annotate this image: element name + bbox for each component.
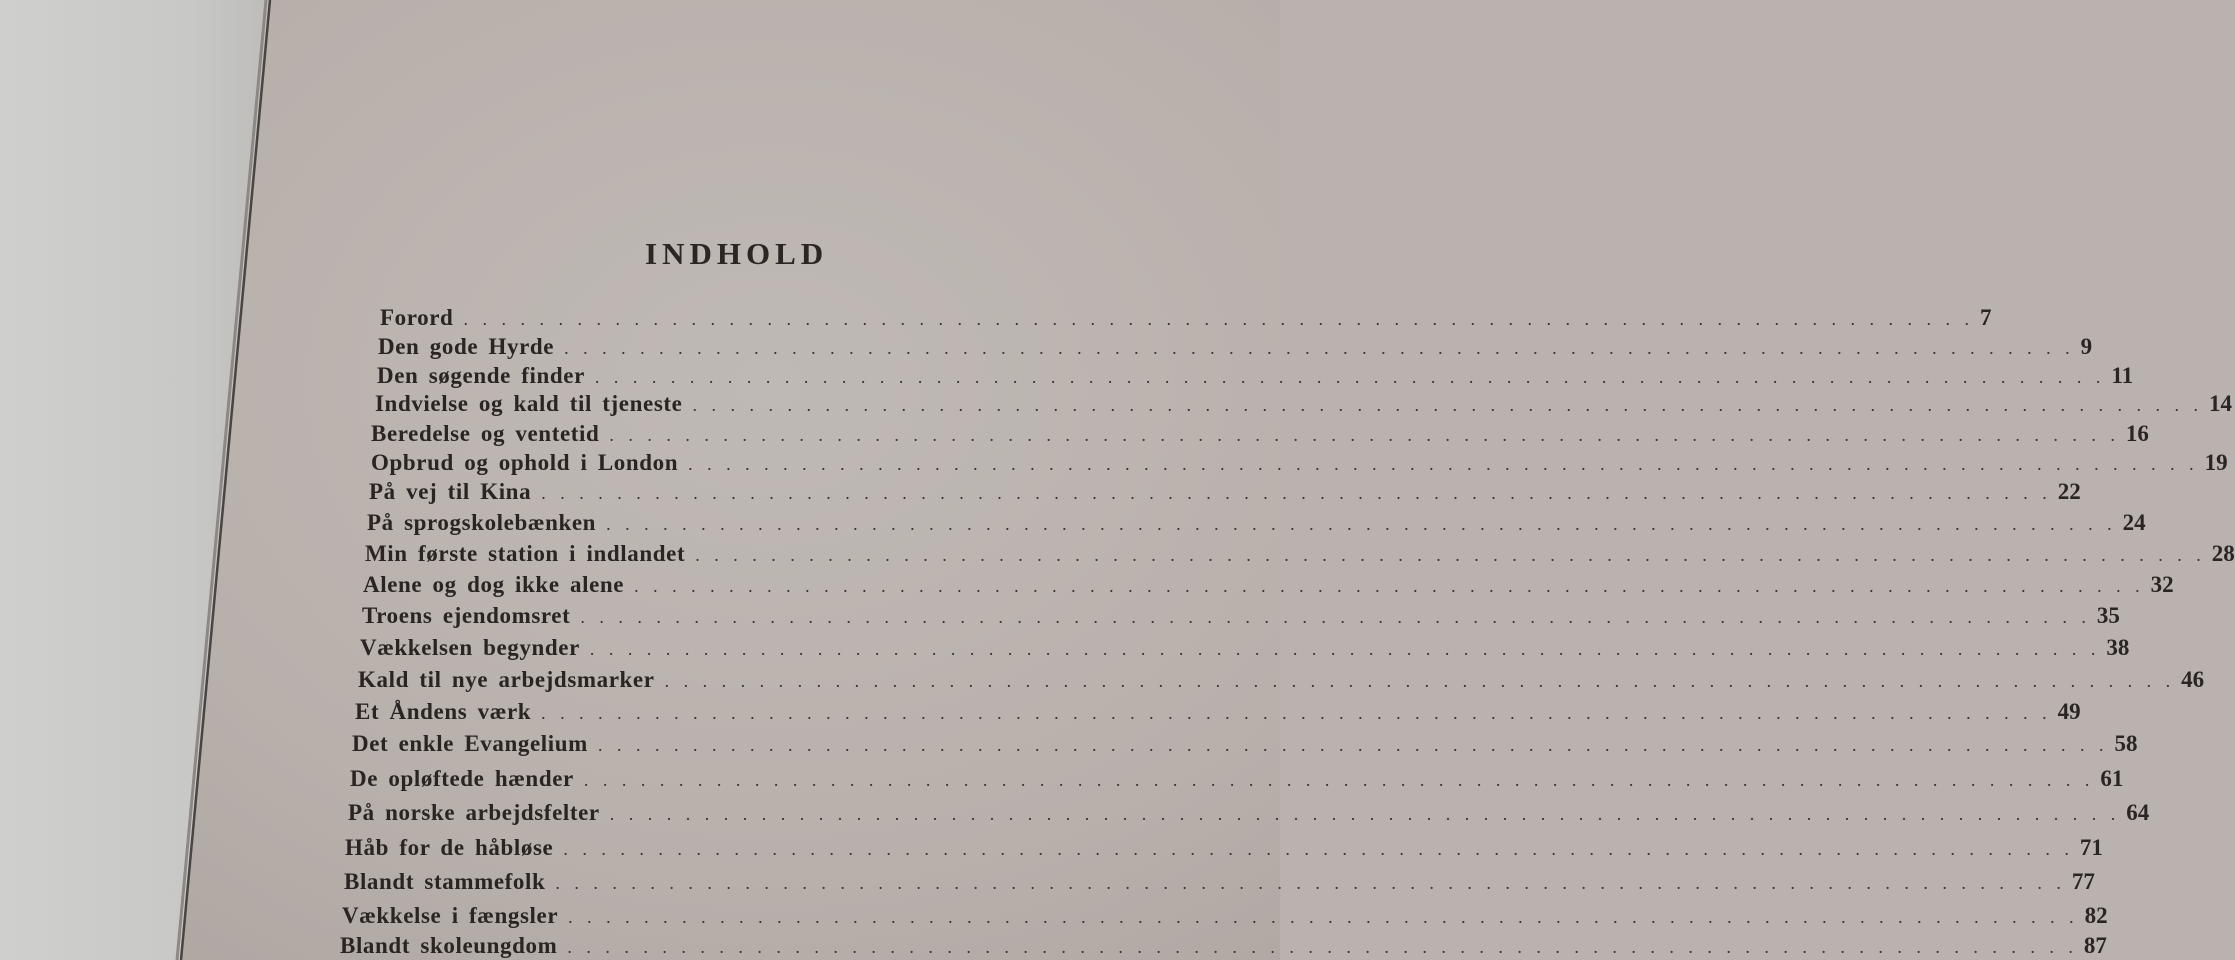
toc-entry bbox=[362, 603, 2120, 629]
toc-entry bbox=[360, 635, 2130, 661]
toc-entry-title: På norske arbejdsfelter bbox=[348, 800, 600, 825]
leader-dots: . . . . . . . . . . . . . . . . . . . . . . . . . . . . . . . . . . . . . . . . . . . . . . . . . . . . . . . . . . . . . . . . . . . . . . . . . . . . . . . . bbox=[463, 309, 1974, 329]
leader-dots: . . . . . . . . . . . . . . . . . . . . . . . . . . . . . . . . . . . . . . . . . . . . . . . . . . . . . . . . . . . . . . . . . . . . . . . . . . . . . . . . bbox=[634, 576, 2145, 596]
toc-entry-page: 82 bbox=[2084, 903, 2108, 928]
toc-heading: INDHOLD bbox=[645, 236, 829, 271]
leader-dots: . . . . . . . . . . . . . . . . . . . . . . . . . . . . . . . . . . . . . . . . . . . . . . . . . . . . . . . . . . . . . . . . . . . . . . . . . . . . . . . . bbox=[580, 607, 2091, 627]
toc-entry-page: 64 bbox=[2126, 800, 2150, 825]
toc-entry-page: 58 bbox=[2114, 731, 2138, 756]
toc-entry-title: Blandt stammefolk bbox=[344, 869, 546, 894]
leader-dots: . . . . . . . . . . . . . . . . . . . . . . . . . . . . . . . . . . . . . . . . . . . . . . . . . . . . . . . . . . . . . . . . . . . . . . . . . . . . . . . . bbox=[594, 367, 2106, 387]
toc-entry bbox=[365, 541, 2235, 567]
toc-entry-title: På sprogskolebænken bbox=[367, 510, 597, 535]
toc-entry-title: Min første station i indlandet bbox=[365, 541, 686, 566]
toc-entry-title: Indvielse og kald til tjeneste bbox=[375, 391, 683, 416]
toc-entry-title: Det enkle Evangelium bbox=[352, 731, 588, 756]
toc-entry-page: 11 bbox=[2111, 363, 2134, 388]
toc-entry bbox=[340, 933, 2107, 959]
toc-entry bbox=[352, 731, 2138, 757]
toc-entry bbox=[377, 363, 2134, 389]
toc-entry bbox=[371, 421, 2149, 447]
toc-entry-title: De opløftede hænder bbox=[350, 766, 574, 791]
toc-entry-title: Den søgende finder bbox=[377, 363, 585, 388]
toc-entry-title: Troens ejendomsret bbox=[362, 603, 571, 628]
toc-entry-page: 87 bbox=[2083, 933, 2107, 958]
toc-entry bbox=[371, 450, 2228, 476]
toc-entry bbox=[348, 800, 2150, 826]
toc-entry bbox=[342, 903, 2108, 929]
leader-dots: . . . . . . . . . . . . . . . . . . . . . . . . . . . . . . . . . . . . . . . . . . . . . . . . . . . . . . . . . . . . . . . . . . . . . . . . . . . . . . . . bbox=[568, 907, 2079, 927]
leader-dots: . . . . . . . . . . . . . . . . . . . . . . . . . . . . . . . . . . . . . . . . . . . . . . . . . . . . . . . . . . . . . . . . . . . . . . . . . . . . . . . . bbox=[688, 454, 2199, 474]
leader-dots: . . . . . . . . . . . . . . . . . . . . . . . . . . . . . . . . . . . . . . . . . . . . . . . . . . . . . . . . . . . . . . . . . . . . . . . . . . . . . . . . bbox=[583, 770, 2095, 790]
toc-entry bbox=[369, 479, 2081, 505]
toc-entry-title: Beredelse og ventetid bbox=[371, 421, 600, 446]
toc-entry-title: Den gode Hyrde bbox=[378, 334, 555, 359]
leader-dots: . . . . . . . . . . . . . . . . . . . . . . . . . . . . . . . . . . . . . . . . . . . . . . . . . . . . . . . . . . . . . . . . . . . . . . . . . . . . . . . . bbox=[563, 839, 2074, 859]
toc-entry bbox=[355, 699, 2081, 725]
leader-dots: . . . . . . . . . . . . . . . . . . . . . . . . . . . . . . . . . . . . . . . . . . . . . . . . . . . . . . . . . . . . . . . . . . . . . . . . . . . . . . . . bbox=[609, 425, 2120, 445]
toc-entry-page: 77 bbox=[2071, 869, 2095, 894]
toc-entry-page: 7 bbox=[1979, 305, 1992, 330]
leader-dots: . . . . . . . . . . . . . . . . . . . . . . . . . . . . . . . . . . . . . . . . . . . . . . . . . . . . . . . . . . . . . . . . . . . . . . . . . . . . . . . . bbox=[597, 735, 2109, 755]
toc-entry-title: Et Åndens værk bbox=[355, 699, 532, 724]
leader-dots: . . . . . . . . . . . . . . . . . . . . . . . . . . . . . . . . . . . . . . . . . . . . . . . . . . . . . . . . . . . . . . . . . . . . . . . . . . . . . . . . bbox=[555, 873, 2066, 893]
toc-entry-page: 35 bbox=[2096, 603, 2120, 628]
leader-dots: . . . . . . . . . . . . . . . . . . . . . . . . . . . . . . . . . . . . . . . . . . . . . . . . . . . . . . . . . . . . . . . . . . . . . . . . . . . . . . . . bbox=[609, 804, 2121, 824]
toc-entry-page: 14 bbox=[2208, 391, 2232, 416]
toc-entry-page: 28 bbox=[2211, 541, 2235, 566]
toc-entry-page: 32 bbox=[2150, 572, 2174, 597]
toc-entry bbox=[350, 766, 2124, 792]
toc-entry-title: Håb for de håbløse bbox=[345, 835, 554, 860]
toc-entry bbox=[344, 869, 2095, 895]
leader-dots: . . . . . . . . . . . . . . . . . . . . . . . . . . . . . . . . . . . . . . . . . . . . . . . . . . . . . . . . . . . . . . . . . . . . . . . . . . . . . . . . bbox=[567, 937, 2078, 957]
toc-entry-title: Vækkelsen begynder bbox=[360, 635, 580, 660]
toc-entry bbox=[363, 572, 2174, 598]
toc-entry-title: Forord bbox=[380, 305, 454, 330]
toc-entry-page: 61 bbox=[2100, 766, 2124, 791]
toc-entry-page: 71 bbox=[2079, 835, 2103, 860]
toc-entry-page: 16 bbox=[2125, 421, 2149, 446]
toc-entry-title: Opbrud og ophold i London bbox=[371, 450, 679, 475]
toc-entry-page: 22 bbox=[2057, 479, 2081, 504]
leader-dots: . . . . . . . . . . . . . . . . . . . . . . . . . . . . . . . . . . . . . . . . . . . . . . . . . . . . . . . . . . . . . . . . . . . . . . . . . . . . . . . . bbox=[695, 545, 2206, 565]
toc-entry-title: På vej til Kina bbox=[369, 479, 532, 504]
leader-dots: . . . . . . . . . . . . . . . . . . . . . . . . . . . . . . . . . . . . . . . . . . . . . . . . . . . . . . . . . . . . . . . . . . . . . . . . . . . . . . . . bbox=[692, 395, 2203, 415]
toc-entry-title: Vækkelse i fængsler bbox=[342, 903, 559, 928]
toc-entry bbox=[378, 334, 2093, 360]
toc-entry bbox=[358, 667, 2205, 693]
leader-dots: . . . . . . . . . . . . . . . . . . . . . . . . . . . . . . . . . . . . . . . . . . . . . . . . . . . . . . . . . . . . . . . . . . . . . . . . . . . . . . . . bbox=[564, 338, 2075, 358]
toc-entry-page: 9 bbox=[2080, 334, 2093, 359]
toc-entry-page: 49 bbox=[2057, 699, 2081, 724]
toc-entry bbox=[375, 391, 2232, 417]
toc-entry-title: Kald til nye arbejdsmarker bbox=[358, 667, 655, 692]
toc-entry-title: Blandt skoleungdom bbox=[340, 933, 558, 958]
toc-entry-page: 46 bbox=[2181, 667, 2205, 692]
toc-entry bbox=[380, 305, 1992, 331]
leader-dots: . . . . . . . . . . . . . . . . . . . . . . . . . . . . . . . . . . . . . . . . . . . . . . . . . . . . . . . . . . . . . . . . . . . . . . . . . . . . . . . . bbox=[541, 483, 2052, 503]
leader-dots: . . . . . . . . . . . . . . . . . . . . . . . . . . . . . . . . . . . . . . . . . . . . . . . . . . . . . . . . . . . . . . . . . . . . . . . . . . . . . . . . bbox=[664, 671, 2176, 691]
toc-entry-page: 24 bbox=[2122, 510, 2146, 535]
toc-entry-page: 38 bbox=[2106, 635, 2130, 660]
leader-dots: . . . . . . . . . . . . . . . . . . . . . . . . . . . . . . . . . . . . . . . . . . . . . . . . . . . . . . . . . . . . . . . . . . . . . . . . . . . . . . . . bbox=[589, 639, 2101, 659]
toc-entry-title: Alene og dog ikke alene bbox=[363, 572, 625, 597]
toc-entry-page: 19 bbox=[2204, 450, 2228, 475]
toc-entry bbox=[367, 510, 2146, 536]
leader-dots: . . . . . . . . . . . . . . . . . . . . . . . . . . . . . . . . . . . . . . . . . . . . . . . . . . . . . . . . . . . . . . . . . . . . . . . . . . . . . . . . bbox=[606, 514, 2117, 534]
toc-entry bbox=[345, 835, 2103, 861]
leader-dots: . . . . . . . . . . . . . . . . . . . . . . . . . . . . . . . . . . . . . . . . . . . . . . . . . . . . . . . . . . . . . . . . . . . . . . . . . . . . . . . . bbox=[541, 703, 2052, 723]
